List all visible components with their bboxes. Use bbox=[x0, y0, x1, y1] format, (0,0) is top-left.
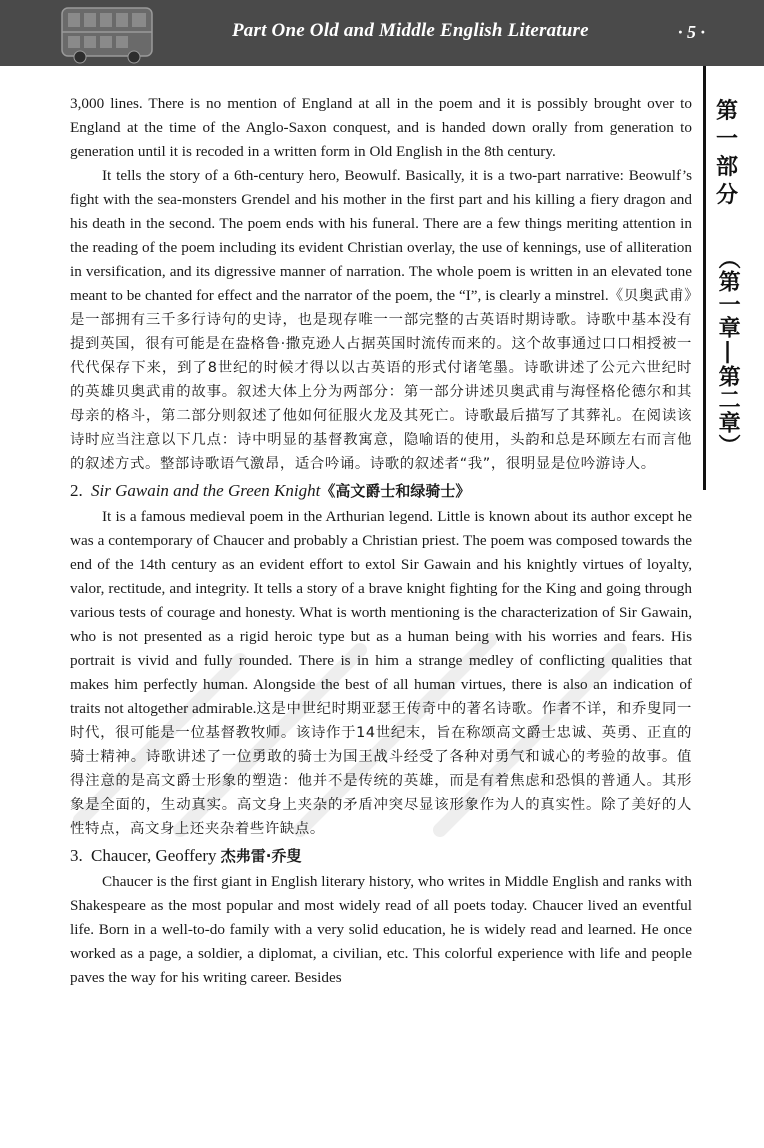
paragraph-text-zh: 这是中世纪时期亚瑟王传奇中的著名诗歌。作者不详，和乔叟同一时代，很可能是一位基督教牧师。该诗作于14世纪末，旨在称颂高文爵士忠诚、英勇、正直的骑士精神。诗歌讲述了一位勇敢的骑士为国王战斗经受了各种对勇气和诚心的考验的故事。值得注意的是高文爵士形象的塑造：他并不是传统的英雄，而是有着焦虑和恐惧的普通人。其形象是全面的，生动真实。高文身上夹杂的矛盾冲突尽显该形象作为人的真实性。除了美好的人性特点，高文身上还夹杂着些许缺点。 bbox=[70, 701, 692, 837]
running-head-title: Part One Old and Middle English Literature bbox=[232, 20, 589, 41]
paragraph-beowulf-end bbox=[70, 92, 692, 164]
paragraph-text-en: It is a famous medieval poem in the Arthurian legend. Little is known about its author except he was a contemporary of Chaucer and probably a Christian priest. The poem was composed towards the end of the 14th century as an evident effort to extol Sir Gawain and his knightly virtues of loyalty, valor, rectitude, and integrity. It tells a story of a brave knight fighting for the King and going through various tests of courage and honesty. What is worth mentioning is the characterization of Sir Gawain, who is not presented as a rigid heroic type but as a human being with his worries and fears. His portrait is vivid and fully rounded. There is in him a strange medley of conflicting qualities that makes him perfectly human. Alongside the best of all human virtues, there is also an indication of traits not altogether admirable. bbox=[70, 508, 692, 717]
section-title-en: Chaucer, Geoffery bbox=[91, 846, 217, 865]
chapter-label: （第一章|第二章） bbox=[715, 246, 741, 457]
section-title-en: Sir Gawain and the Green Knight bbox=[91, 481, 321, 500]
double-decker-bus-icon bbox=[58, 2, 158, 64]
sidebar-rule bbox=[703, 66, 706, 490]
section-title-zh: 《高文爵士和绿骑士》 bbox=[320, 482, 471, 500]
section-title-zh: 杰弗雷·乔叟 bbox=[220, 847, 302, 865]
page-number: · 5 · bbox=[678, 22, 705, 42]
section-number: 2. bbox=[70, 481, 83, 500]
section-heading-gawain bbox=[70, 479, 692, 503]
paragraph-text: Chaucer is the first giant in English literary history, who writes in Middle English and ranks with Shakespeare as the most popular and most widely read of all poets today. Chaucer lived an eventful life. Born in a well-to-do family with a very solid education, he is widely read and learned. He once worked as a page, a soldier, a diplomat, a civilian, etc. This colorful experience with life and people paves the way for his writing career. Besides bbox=[70, 873, 692, 986]
paragraph-beowulf-summary bbox=[70, 164, 692, 476]
main-text bbox=[70, 92, 692, 990]
page-header bbox=[0, 0, 764, 66]
section-number: 3. bbox=[70, 846, 83, 865]
paragraph-text-en: It tells the story of a 6th-century hero, Beowulf. Basically, it is a two-part narrative: Beowulf’s fight with the sea-monsters Grendel and his mother in the first part and his killing a fiery dragon and his death in the second. The poem ends with his funeral. There are a few things meriting attention in the reading of the poem including its evident Christian overlay, the use of kennings, use of alliteration in versification, and its digressive manner of narration. The whole poem is written in an elevated tone meant to be chanted for effect and the narrator of the poem, the “I”, is clearly a minstrel. bbox=[70, 167, 692, 304]
paragraph-chaucer bbox=[70, 870, 692, 990]
paragraph-text: 3,000 lines. There is no mention of England at all in the poem and it is possibly brought over to England at the time of the Anglo-Saxon conquest, and is handed down orally from generation to generation until it is recoded in a written form in Old English in the 8th century. bbox=[70, 95, 692, 160]
part-label: 第一部分 bbox=[716, 99, 739, 209]
sidebar-section-label bbox=[712, 98, 742, 477]
paragraph-gawain bbox=[70, 505, 692, 841]
paragraph-text-zh: 《贝奥武甫》是一部拥有三千多行诗句的史诗，也是现存唯一一部完整的古英语时期诗歌。诗歌中基本没有提到英国，很有可能是在盎格鲁·撒克逊人占据英国时流传而来的。这个故事通过口口相授被一代代保存下来，到了8世纪的时候才得以以古英语的形式付诸笔墨。诗歌讲述了公元六世纪时的英雄贝奥武甫的故事。叙述大体上分为两部分：第一部分讲述贝奥武甫与海怪格伦德尔和其母亲的格斗，第二部分则叙述了他如何征服火龙及其死亡。诗歌最后描写了其葬礼。在阅读该诗时应当注意以下几点：诗中明显的基督教寓意，隐喻语的使用，头韵和总是环顾左右而言他的叙述方式。整部诗歌语气激昂，适合吟诵。诗歌的叙述者“我”，很明显是位吟游诗人。 bbox=[70, 288, 692, 472]
section-heading-chaucer bbox=[70, 844, 692, 868]
